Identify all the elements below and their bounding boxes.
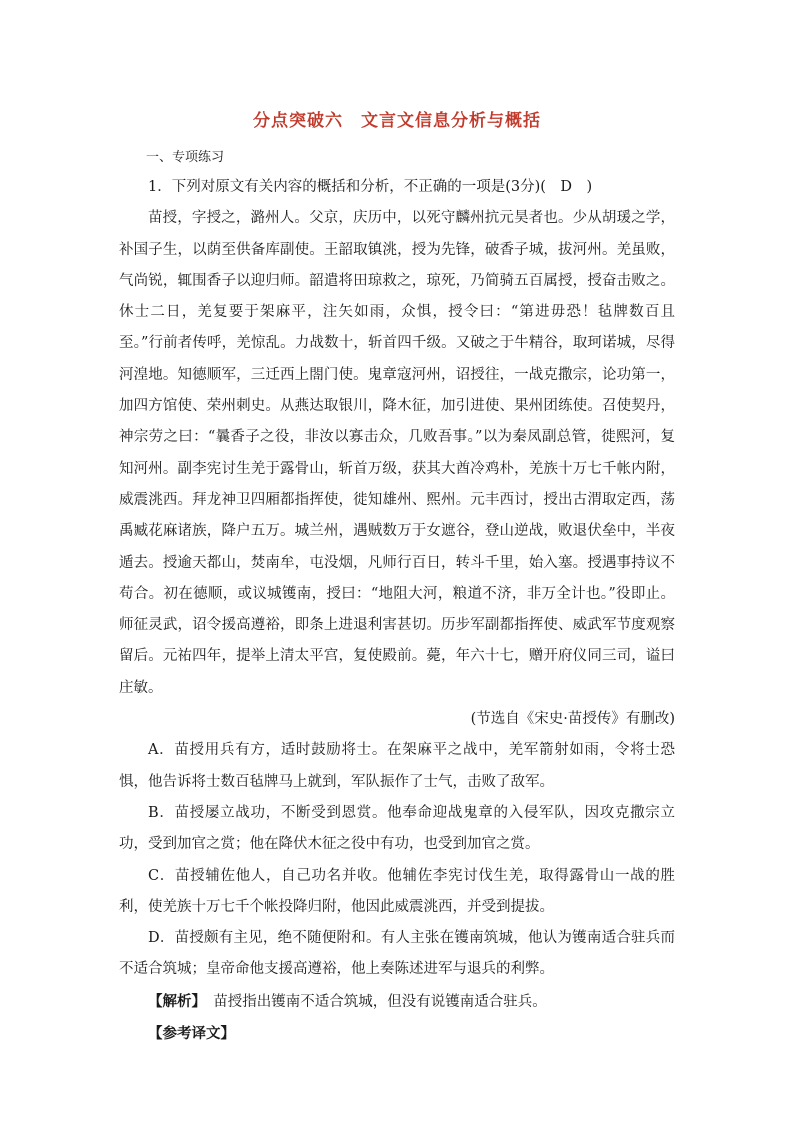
analysis-paragraph	[119, 986, 675, 1018]
question-text: 1．下列对原文有关内容的概括和分析，不正确的一项是(3分)( D )	[148, 179, 593, 195]
content-body	[119, 172, 675, 1050]
translation-label: 【参考译文】	[148, 1025, 235, 1043]
option-d: D．苗授颇有主见，绝不随便附和。有人主张在镬南筑城，他认为镬南适合驻兵而不适合筑城；皇帝命他支援高遵裕，他上奏陈述进军与退兵的利弊。	[119, 930, 675, 978]
option-a: A．苗授用兵有方，适时鼓励将士。在架麻平之战中，羌军箭射如雨，令将士恐惧，他告诉将士数百毡牌马上就到，军队振作了士气，击败了敌军。	[119, 742, 675, 790]
section-heading: 一、专项练习	[146, 150, 225, 165]
passage-text: 苗授，字授之，潞州人。父京，庆历中，以死守麟州抗元昊者也。少从胡瑗之学，补国子生，以荫至供备库副使。王韶取镇洮，授为先锋，破香子城，拔河州。羌虽败，气尚锐，辄围香子以迎归师。韶遣将田琼救之，琼死，乃简骑五百属授，授奋击败之。休士二日，羌复要于架麻平，注矢如雨，众惧，授令曰：“第进毋恐！毡牌数百且至。”行前者传呼，羌惊乱。力战数十，斩首四千级。又破之于牛精谷，取珂诺城，尽得河湟地。知德顺军，三迁西上閤门使。鬼章寇河州，诏授往，一战克撒宗，论功第一，加四方馆使、荣州刺史。从燕达取银川，降木征，加引进使、果州团练使。召使契丹，神宗劳之曰：“曩香子之役，非汝以寡击众，几败吾事。”以为秦凤副总管，徙熙河，复知河州。副李宪讨生羌于露骨山，斩首万级，获其大酋冷鸡朴，羌族十万七千帐内附，威震洮西。拜龙神卫四厢都指挥使，徙知雄州、熙州。元丰西讨，授出古渭取定西，荡禹臧花麻诸族，降户五万。城兰州，遇贼数万于女遮谷，登山逆战，败退伏垒中，半夜遁去。授逾天都山，焚南牟，屯没烟，凡师行百日，转斗千里，始入塞。授遇事持议不苟合。初在德顺，或议城镬南，授曰：“地阻大河，粮道不济，非万全计也。”役即止。师征灵武，诏令援高遵裕，即条上进退利害甚切。历步军副都指挥使、威武军节度观察留后。元祐四年，提举上清太平宫，复使殿前。薨，年六十七，赠开府仪同三司，谥曰庄敏。	[119, 210, 675, 696]
option-c: C．苗授辅佐他人，自己功名并收。他辅佐李宪讨伐生羌，取得露骨山一战的胜利，使羌族十万七千个帐投降归附，他因此威震洮西，并受到提拔。	[119, 867, 675, 915]
analysis-text: 苗授指出镬南不适合筑城，但没有说镬南适合驻兵。	[198, 993, 547, 1010]
option-b: B．苗授屡立战功，不断受到恩赏。他奉命迎战鬼章的入侵军队，因攻克撒宗立功，受到加官之赏；他在降伏木征之役中有功，也受到加官之赏。	[119, 804, 675, 853]
source-note: (节选自《宋史·苗授传》有删改)	[470, 711, 675, 728]
analysis-label: 【解析】	[148, 992, 199, 1010]
translation-paragraph	[119, 1018, 675, 1050]
page-title: 分点突破六 文言文信息分析与概括	[253, 111, 541, 131]
